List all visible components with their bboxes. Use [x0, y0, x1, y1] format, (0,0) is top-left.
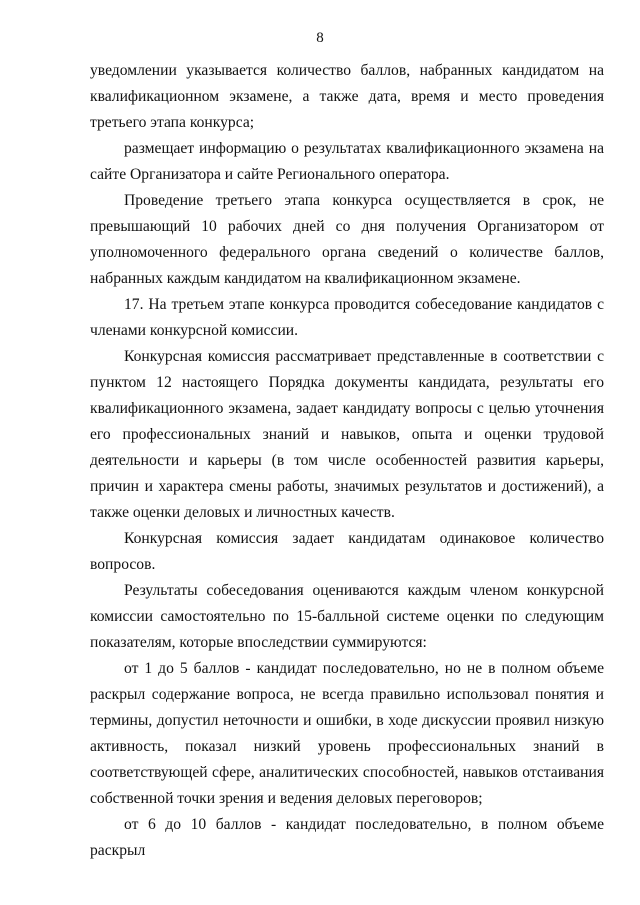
paragraph-third-stage-timing: Проведение третьего этапа конкурса осуществляется в срок, не превышающий 10 рабочих дней со дня получения Организатором от уполномоченного федерального органа сведений о количестве баллов, набранных каждым кандидатом на квалификационном экзамене.: [90, 192, 604, 287]
paragraph-interview-scoring: Результаты собеседования оцениваются каждым членом конкурсной комиссии самостоятельно по 15-балльной системе оценки по следующим показателям, которые впоследствии суммируются:: [90, 582, 604, 651]
paragraph-publishes-results: размещает информацию о результатах квалификационного экзамена на сайте Организатора и сайте Регионального оператора.: [90, 140, 604, 183]
page-number: 8: [316, 30, 324, 46]
paragraph-item-17: 17. На третьем этапе конкурса проводится собеседование кандидатов с членами конкурсной комиссии.: [90, 296, 604, 339]
paragraph-notification-continuation: уведомлении указывается количество баллов, набранных кандидатом на квалификационном экзамене, а также дата, время и место проведения третьего этапа конкурса;: [90, 62, 604, 131]
paragraph-score-6-10: от 6 до 10 баллов - кандидат последовательно, в полном объеме раскрыл: [90, 816, 604, 859]
document-body: [90, 58, 604, 864]
paragraph-score-1-5: от 1 до 5 баллов - кандидат последовательно, но не в полном объеме раскрыл содержание вопроса, не всегда правильно использовал понятия и термины, допустил неточности и ошибки, в ходе дискуссии проявил низкую активность, показал низкий уровень профессиональных знаний в соответствующей сфере, аналитических способностей, навыков отстаивания собственной точки зрения и ведения деловых переговоров;: [90, 660, 604, 807]
paragraph-commission-review: Конкурсная комиссия рассматривает представленные в соответствии с пунктом 12 настоящего Порядка документы кандидата, результаты его квалификационного экзамена, задает кандидату вопросы с целью уточнения его профессиональных знаний и навыков, опыта и оценки трудовой деятельности и карьеры (в том числе особенностей развития карьеры, причин и характера смены работы, значимых результатов и достижений), а также оценки деловых и личностных качеств.: [90, 348, 604, 521]
paragraph-equal-questions: Конкурсная комиссия задает кандидатам одинаковое количество вопросов.: [90, 530, 604, 573]
